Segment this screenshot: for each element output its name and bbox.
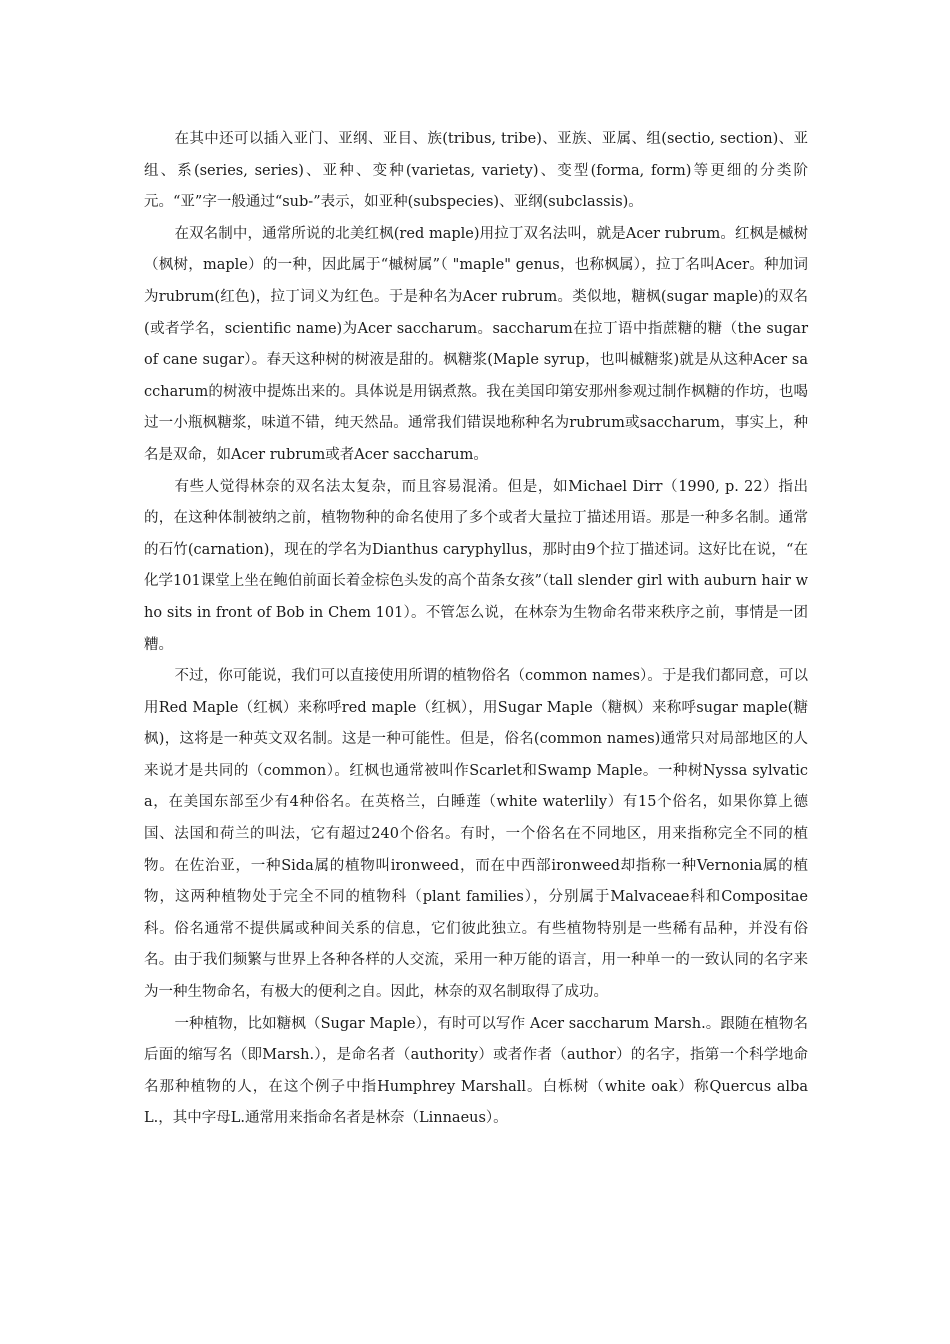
paragraph-common-names: 不过，你可能说，我们可以直接使用所谓的植物俗名（common names）。于是我们都同意，可以用Red Maple（红枫）来称呼red maple（红枫），用Sugar Maple（糖枫）来称呼sugar maple(糖枫)，这将是一种英文双名制。这是一种可能性。但是，俗名(common names)通常只对局部地区的人来说才是共同的（common）。红枫也通常被叫作Scarlet和Swamp Maple。一种树Nyssa sylvatica，在美国东部至少有4种俗名。在英格兰，白睡莲（white waterlily）有15个俗名，如果你算上德国、法国和荷兰的叫法，它有超过240个俗名。有时，一个俗名在不同地区，用来指称完全不同的植物。在佐治亚，一种Sida属的植物叫ironweed，而在中西部ironweed却指称一种Vernonia属的植物，这两种植物处于完全不同的植物科（plant families），分别属于Malvaceae科和Compositae科。俗名通常不提供属或种间关系的信息，它们彼此独立。有些植物特别是一些稀有品种，并没有俗名。由于我们频繁与世界上各种各样的人交流，采用一种万能的语言，用一种单一的一致认同的名字来为一种生物命名，有极大的便利之自。因此，林奈的双名制取得了成功。 [144,668,808,1001]
paragraph-binomial-red-maple: 在双名制中，通常所说的北美红枫(red maple)用拉丁双名法叫，就是Acer rubrum。红枫是槭树（枫树，maple）的一种，因此属于“槭树属”（ "maple" genus，也称枫属），拉丁名叫Acer。种加词为rubrum(红色)，拉丁词义为红色。于是种名为Acer rubrum。类似地，糖枫(sugar maple)的双名(或者学名，scientific name)为Acer saccharum。saccharum在拉丁语中指蔗糖的糖（the sugar of cane sugar）。春天这种树的树液是甜的。枫糖浆(Maple syrup，也叫槭糖浆)就是从这种Acer saccharum的树液中提炼出来的。具体说是用锅煮熬。我在美国印第安那州参观过制作枫糖的作坊，也喝过一小瓶枫糖浆，味道不错，纯天然品。通常我们错误地称种名为rubrum或saccharum，事实上，种名是双命，如Acer rubrum或者Acer saccharum。 [144,225,808,463]
paragraph-taxonomic-ranks: 在其中还可以插入亚门、亚纲、亚目、族(tribus, tribe)、亚族、亚属、组(sectio, section)、亚组、系(series, series)、亚种、变种(varietas, variety)、变型(forma, form)等更细的分类阶元。“亚”字一般通过“sub-”表示，如亚种(subspecies)、亚纲(subclassis)。 [144,131,808,211]
document-body [144,124,808,1135]
paragraph-authority-abbreviation: 一种植物，比如糖枫（Sugar Maple），有时可以写作 Acer saccharum Marsh.。跟随在植物名后面的缩写名（即Marsh.），是命名者（authority）或者作者（author）的名字，指第一个科学地命名那种植物的人，在这个例子中指Humphrey Marshall。白栎树（white oak）称Quercus alba L.，其中字母L.通常用来指命名者是林奈（Linnaeus）。 [144,1015,808,1127]
paragraph-polynomial-history: 有些人觉得林奈的双名法太复杂，而且容易混淆。但是，如Michael Dirr（1990, p. 22）指出的，在这种体制被纳之前，植物物种的命名使用了多个或者大量拉丁描述用语。那是一种多名制。通常的石竹(carnation)，现在的学名为Dianthus caryphyllus，那时由9个拉丁描述词。这好比在说，“在化学101课堂上坐在鲍伯前面长着金棕色头发的高个苗条女孩”（tall slender girl with auburn hair who sits in front of Bob in Chem 101）。不管怎么说，在林奈为生物命名带来秩序之前，事情是一团糟。 [144,478,808,653]
